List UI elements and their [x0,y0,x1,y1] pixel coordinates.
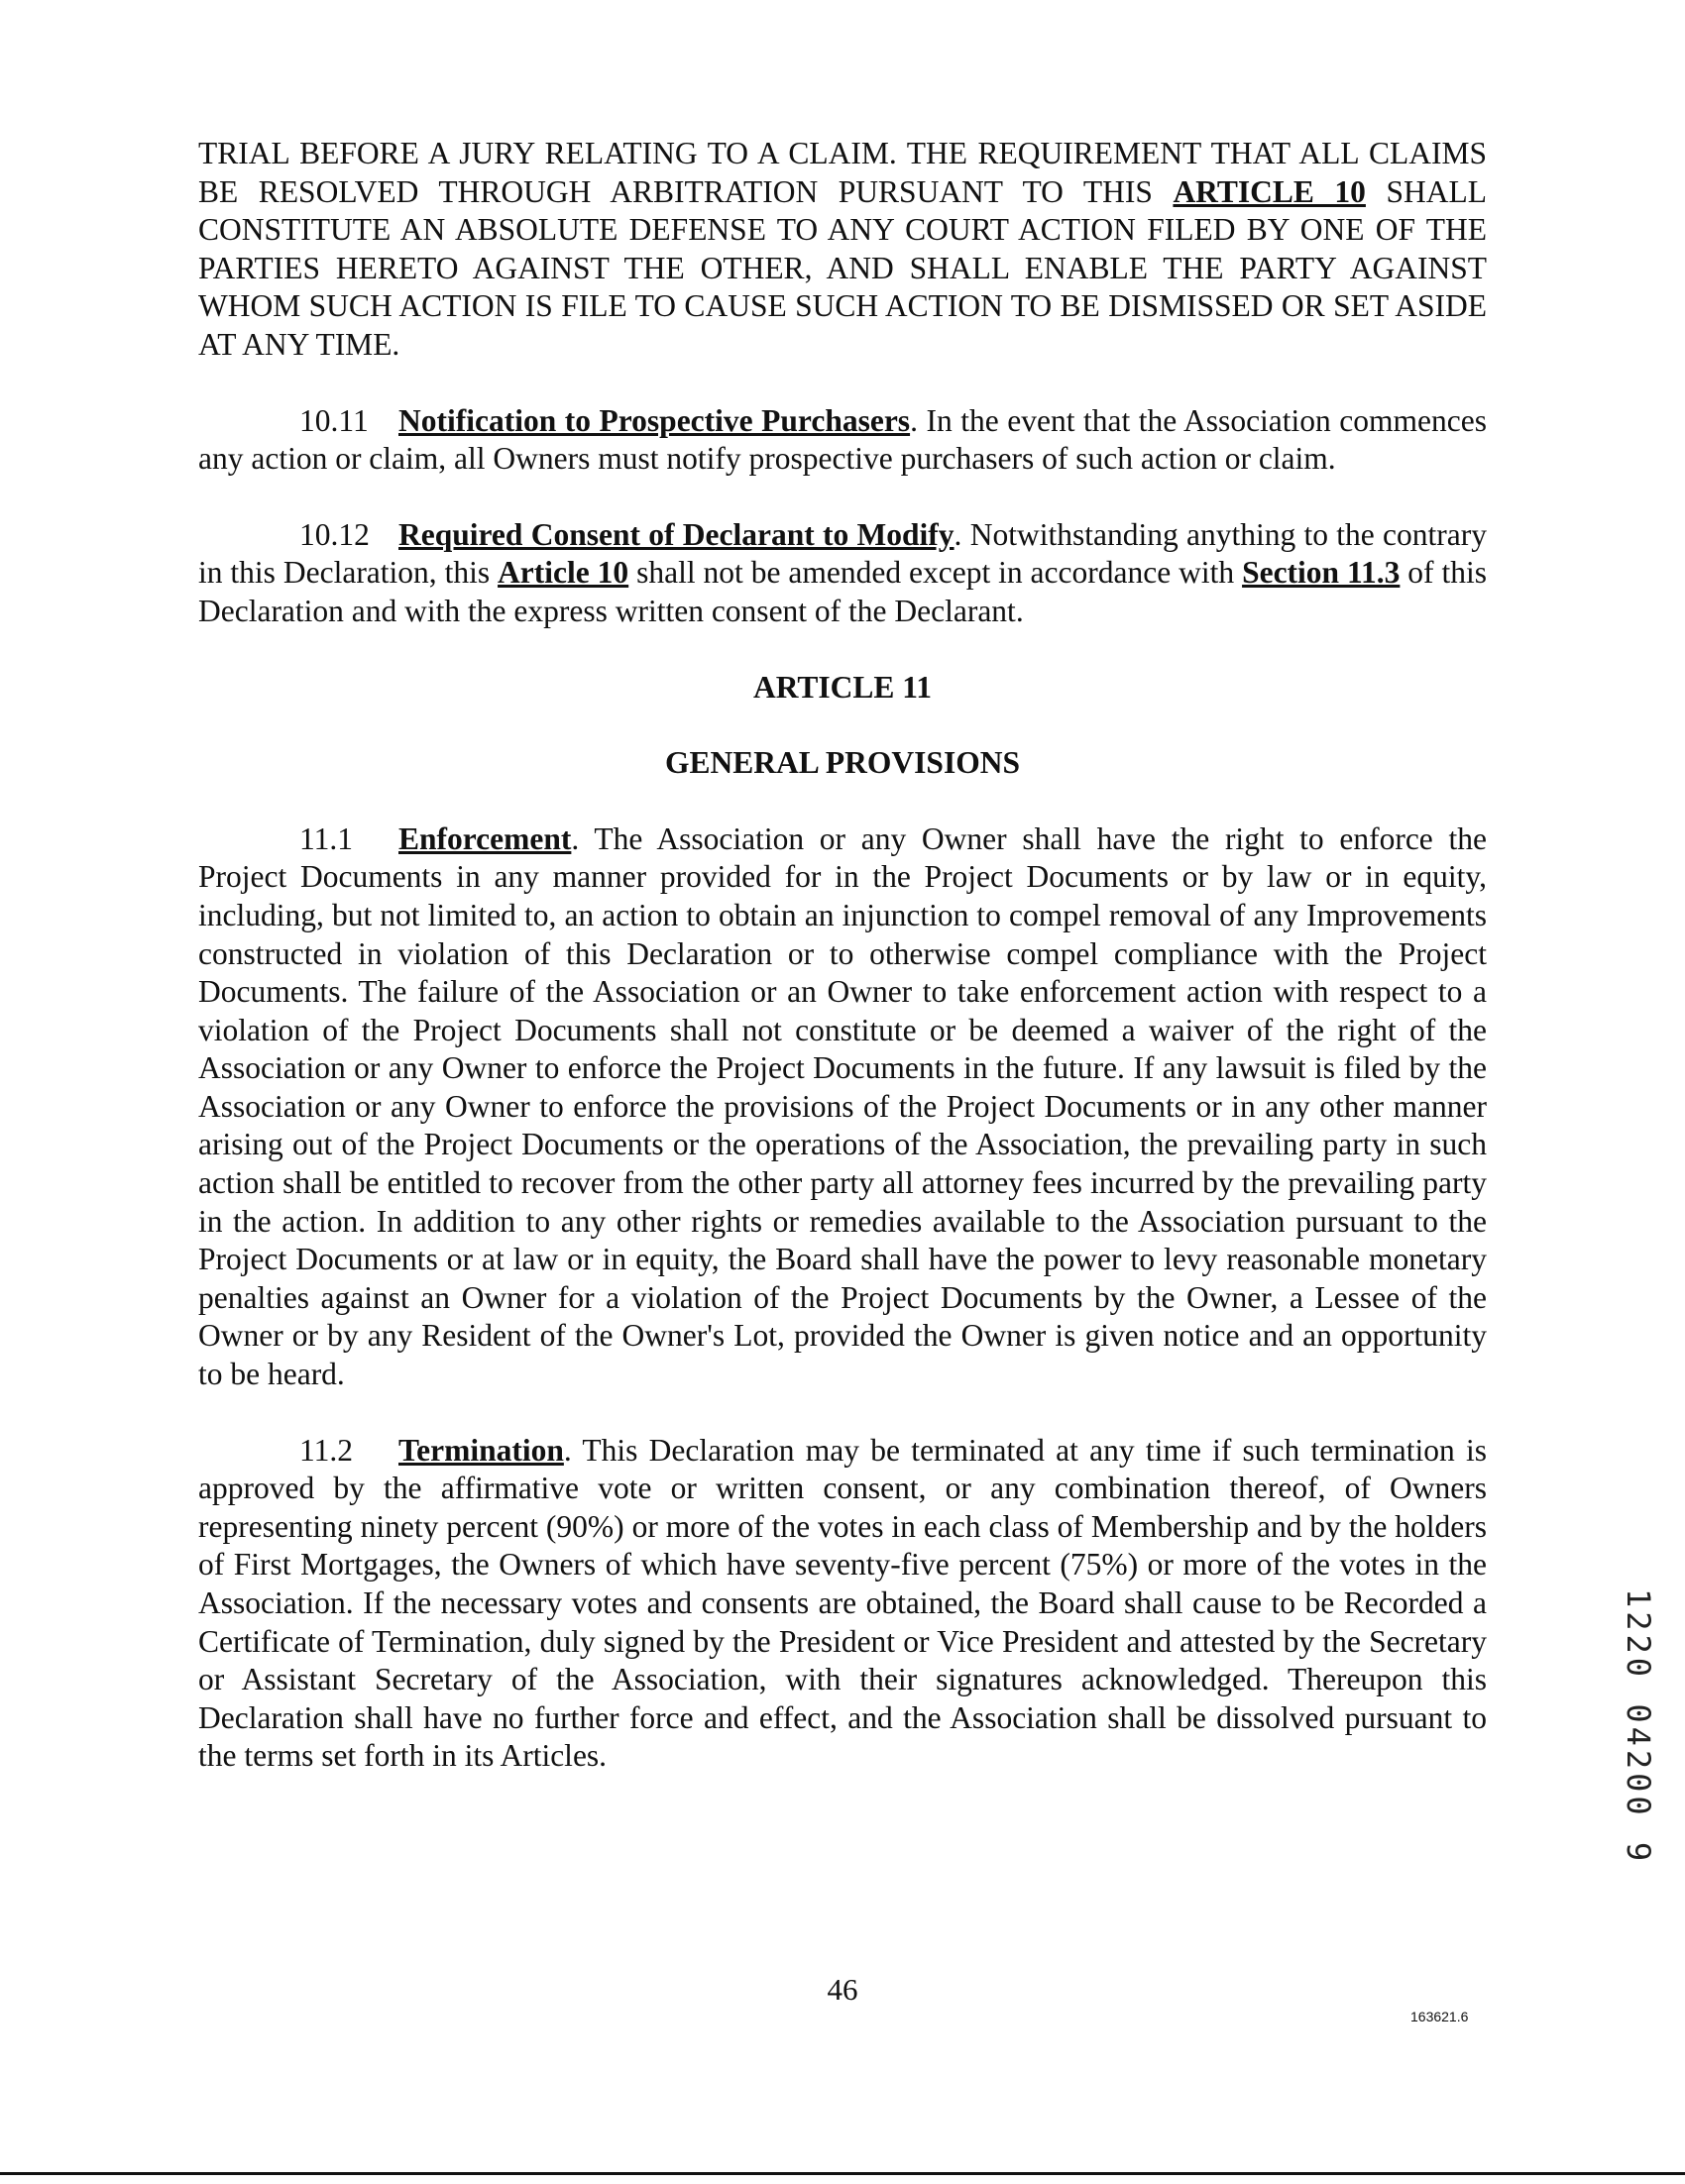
article-10-reference: Article 10 [498,555,629,591]
section-heading: Termination [398,1432,564,1468]
section-number: 11.1 [299,820,353,856]
section-heading: Required Consent of Declarant to Modify [398,516,955,552]
section-number: 10.11 [299,402,369,438]
article-10-reference: ARTICLE 10 [1173,173,1366,209]
section-10-11 [198,402,1487,479]
section-text: . Notwithstanding anything to the contrary in this Declaration, this [198,516,1487,591]
article-title: ARTICLE 11 [752,669,933,705]
continued-text-2: SHALL CONSTITUTE AN ABSOLUTE DEFENSE TO ANY COURT ACTION FILED BY ONE OF THE PARTIES HERETO AGAINST THE OTHER, AND SHALL ENABLE THE PARTY AGAINST WHOM SUCH ACTION IS FILE TO CAUSE SUCH ACTION TO BE DISMISSED OR SET ASIDE AT ANY TIME. [198,173,1487,362]
section-heading: Enforcement [398,820,572,856]
section-10-12 [198,516,1487,631]
bottom-edge-line [0,2172,1685,2175]
document-id: 163621.6 [1410,2009,1469,2024]
continued-text-1: TRIAL BEFORE A JURY RELATING TO A CLAIM. THE REQUIREMENT THAT ALL CLAIMS BE RESOLVED THROUGH ARBITRATION PURSUANT TO THIS [198,136,1487,209]
section-text: . This Declaration may be terminated at any time if such termination is approved by the affirmative vote or written consent, or any combination thereof, of Owners representing ninety percent (90%) or more of the votes in each class of Membership and by the holders of First Mortgages, the Owners of which have seventy-five percent (75%) or more of the votes in the Association. If the necessary votes and consents are obtained, the Board shall cause to be Recorded a Certificate of Termination, duly signed by the President or Vice President and attested by the Secretary or Assistant Secretary of the Association, with their signatures acknowledged. Thereupon this Declaration shall have no further force and effect, and the Association shall be dissolved pursuant to the terms set forth in its Articles. [198,1432,1487,1774]
continued-paragraph [198,135,1487,365]
section-text: . In the event that the Association commences any action or claim, all Owners must notify prospective purchasers of such action or claim. [198,402,1487,477]
section-text: of this Declaration and with the express written consent of the Declarant. [198,555,1487,628]
section-11-1 [198,820,1487,1394]
section-number: 11.2 [299,1432,353,1468]
page-body [198,135,1487,1813]
section-11-2 [198,1432,1487,1776]
section-number: 10.12 [299,516,370,552]
section-text: shall not be amended except in accordance with [628,555,1243,591]
page-number: 46 [827,1972,858,2007]
section-text: . The Association or any Owner shall have the right to enforce the Project Documents in any manner provided for in the Project Documents or by law or in equity, including, but not limited to, an action to obtain an injunction to compel removal of any Improvements constructed in violation of this Declaration or to otherwise compel compliance with the Project Documents. The failure of the Association or an Owner to take enforcement action with respect to a violation of the Project Documents shall not constitute or be deemed a waiver of the right of the Association or any Owner to enforce the Project Documents in the future. If any lawsuit is filed by the Association or any Owner to enforce the provisions of the Project Documents or in any other manner arising out of the Project Documents or the operations of the Association, the prevailing party in such action shall be entitled to recover from the other party all attorney fees incurred by the prevailing party in the action. In addition to any other rights or remedies available to the Association pursuant to the Project Documents or at law or in equity, the Board shall have the power to levy reasonable monetary penalties against an Owner for a violation of the Project Documents by the Owner, a Lessee of the Owner or by any Resident of the Owner's Lot, provided the Owner is given notice and an opportunity to be heard. [198,820,1487,1392]
article-subtitle: GENERAL PROVISIONS [665,745,1020,781]
section-heading: Notification to Prospective Purchasers [398,402,911,438]
section-11-3-reference: Section 11.3 [1242,555,1401,591]
recording-stamp: 1220 04200 9 [1620,1588,1657,1866]
